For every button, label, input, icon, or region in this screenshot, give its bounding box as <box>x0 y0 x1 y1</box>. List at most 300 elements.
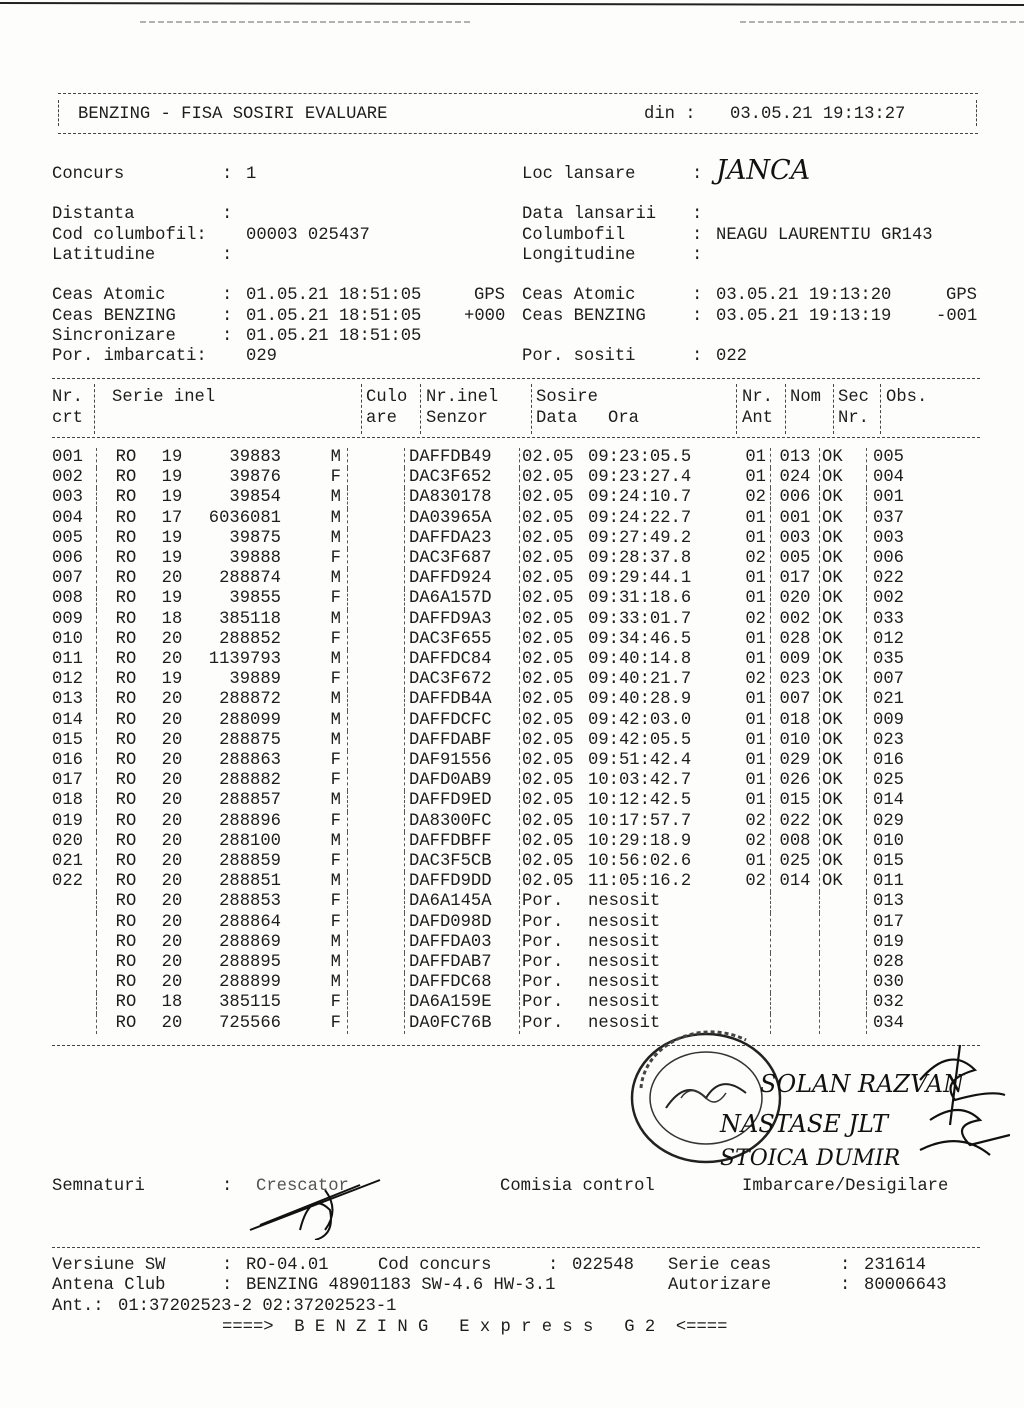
row-nom: 002 <box>771 610 820 630</box>
row-time: 09:40:21.7 <box>588 670 692 690</box>
imbarcati-value: 029 <box>246 347 277 366</box>
row-obs: 023 <box>873 730 904 750</box>
row-obs: 006 <box>873 549 904 569</box>
longitudine-colon: : <box>692 246 703 265</box>
table-row <box>52 832 963 852</box>
row-nom: 024 <box>771 468 820 488</box>
row-nom: 017 <box>771 569 820 589</box>
row-antenna: 01 <box>722 771 771 791</box>
row-sex: M <box>281 731 348 751</box>
ceas-atomic-right-colon: : <box>692 286 703 305</box>
row-chip: DAFD0AB9 <box>405 771 520 791</box>
row-country: RO <box>115 973 137 993</box>
row-date: 02.05 <box>522 690 574 710</box>
latitudine-label: Latitudine <box>52 246 156 265</box>
ant-label: Ant.: <box>52 1297 104 1316</box>
row-year: 20 <box>161 831 183 851</box>
row-year: 19 <box>161 448 183 467</box>
ceas-benzing-right: 03.05.21 19:13:19 <box>716 307 892 326</box>
row-date: 02.05 <box>522 468 574 488</box>
row-obs: 014 <box>873 791 904 811</box>
serie-ceas-value: 231614 <box>864 1256 926 1275</box>
ceas-atomic-right: 03.05.21 19:13:20 <box>716 286 892 305</box>
row-nr <box>52 892 97 912</box>
row-country: RO <box>115 650 137 670</box>
row-time: 11:05:16.2 <box>588 872 692 892</box>
row-country: RO <box>115 468 137 488</box>
report-title: BENZING - FISA SOSIRI EVALUARE <box>78 105 388 124</box>
row-chip: DAF91556 <box>405 751 520 771</box>
concurs-value: 1 <box>246 165 257 184</box>
cod-columbofil-value: 00003 025437 <box>246 226 370 245</box>
row-date: 02.05 <box>522 508 574 528</box>
brand-footer: ====> B E N Z I N G E x p r e s s G 2 <==== <box>222 1318 728 1337</box>
row-nr: 001 <box>52 448 97 468</box>
row-date: 02.05 <box>522 488 574 508</box>
sincronizare-value: 01.05.21 18:51:05 <box>246 327 422 346</box>
row-country: RO <box>115 791 137 811</box>
table-row <box>52 630 963 650</box>
row-ring-number: 288864 <box>219 912 281 932</box>
concurs-label: Concurs <box>52 165 125 184</box>
row-ring-number: 288099 <box>219 710 281 730</box>
antena-colon: : <box>222 1276 233 1295</box>
row-country: RO <box>115 448 137 467</box>
row-color <box>348 852 405 872</box>
versiune-label: Versiune SW <box>52 1256 166 1275</box>
row-time: 09:24:22.7 <box>588 508 692 528</box>
hdr-sep-1 <box>94 384 95 434</box>
din-label: din : <box>644 105 696 124</box>
table-row <box>52 892 963 912</box>
col-serie-inel: Serie inel <box>112 388 216 407</box>
row-nom: 013 <box>771 448 820 468</box>
row-year: 20 <box>161 629 183 649</box>
hdr-sep-2 <box>361 384 362 434</box>
row-antenna: 01 <box>722 630 771 650</box>
row-year: 19 <box>161 549 183 569</box>
data-lansarii-colon: : <box>692 205 703 224</box>
row-time: 10:03:42.7 <box>588 771 692 791</box>
row-sex: F <box>281 630 348 650</box>
row-nr: 009 <box>52 610 97 630</box>
row-color <box>348 630 405 650</box>
row-year: 19 <box>161 468 183 488</box>
row-antenna <box>722 933 771 953</box>
row-nr: 017 <box>52 771 97 791</box>
row-antenna <box>722 953 771 973</box>
row-sex: F <box>281 751 348 771</box>
table-row <box>52 973 963 993</box>
row-year: 20 <box>161 710 183 730</box>
row-nom: 007 <box>771 690 820 710</box>
hdr-sep-4 <box>531 384 532 434</box>
row-nr <box>52 1014 97 1034</box>
row-antenna: 01 <box>722 852 771 872</box>
row-chip: DAC3F5CB <box>405 852 520 872</box>
row-country: RO <box>115 589 137 609</box>
row-ring-number: 385115 <box>219 993 281 1013</box>
antena-label: Antena Club <box>52 1276 166 1295</box>
row-chip: DAFFDA03 <box>405 933 520 953</box>
row-chip: DAC3F652 <box>405 468 520 488</box>
row-ring-number: 39883 <box>229 448 281 467</box>
row-obs: 034 <box>873 1013 904 1033</box>
row-ring-number: 288872 <box>219 690 281 710</box>
row-country: RO <box>115 609 137 629</box>
handwritten-name-1: SOLAN RAZVAN <box>760 1070 965 1098</box>
row-nom <box>771 892 820 912</box>
row-year: 20 <box>161 953 183 973</box>
columbofil-label: Columbofil <box>522 226 626 245</box>
row-sex: M <box>281 529 348 549</box>
table-row <box>52 913 963 933</box>
row-nr <box>52 953 97 973</box>
row-country: RO <box>115 872 137 892</box>
row-nr <box>52 973 97 993</box>
row-year: 20 <box>161 650 183 670</box>
row-nr: 004 <box>52 509 97 529</box>
row-sex: F <box>281 670 348 690</box>
table-row <box>52 812 963 832</box>
row-obs: 001 <box>873 488 904 508</box>
row-color <box>348 509 405 529</box>
col-data: Data <box>536 409 578 428</box>
row-obs: 002 <box>873 589 904 609</box>
row-nr: 019 <box>52 812 97 832</box>
row-sec: OK <box>820 529 867 549</box>
row-sex: F <box>281 549 348 569</box>
row-obs: 028 <box>873 953 904 973</box>
row-year: 19 <box>161 488 183 508</box>
row-date: 02.05 <box>522 791 574 811</box>
table-bottom-rule <box>52 1045 980 1046</box>
row-color <box>348 610 405 630</box>
row-nr: 008 <box>52 589 97 609</box>
row-nr: 018 <box>52 791 97 811</box>
row-sex: F <box>281 993 348 1013</box>
row-sec <box>820 993 867 1013</box>
row-obs: 025 <box>873 771 904 791</box>
row-nom: 008 <box>771 832 820 852</box>
row-antenna: 02 <box>722 872 771 892</box>
row-country: RO <box>115 912 137 932</box>
row-ring-number: 288857 <box>219 791 281 811</box>
row-sex: M <box>281 509 348 529</box>
row-chip: DAFFD9ED <box>405 791 520 811</box>
row-color <box>348 973 405 993</box>
row-time: nesosit <box>588 892 661 912</box>
row-nr: 002 <box>52 468 97 488</box>
row-sex: F <box>281 913 348 933</box>
table-row <box>52 650 963 670</box>
imbarcati-label: Por. imbarcati: <box>52 347 207 366</box>
row-year: 20 <box>161 872 183 892</box>
col-are: are <box>366 409 397 428</box>
row-time: 09:24:10.7 <box>588 488 692 508</box>
header-right-border <box>976 100 977 126</box>
row-year: 19 <box>161 528 183 548</box>
row-date: 02.05 <box>522 650 574 670</box>
row-ring-number: 288896 <box>219 811 281 831</box>
row-obs: 012 <box>873 629 904 649</box>
row-color <box>348 549 405 569</box>
row-time: nesosit <box>588 993 661 1013</box>
table-row <box>52 448 963 468</box>
row-color <box>348 488 405 508</box>
row-color <box>348 933 405 953</box>
col-nr: Nr. <box>52 388 83 407</box>
row-date: Por. <box>522 1013 564 1033</box>
columbofil-colon: : <box>692 226 703 245</box>
row-sex: F <box>281 852 348 872</box>
row-antenna <box>722 973 771 993</box>
row-antenna: 01 <box>722 731 771 751</box>
col-nr-ant: Nr. <box>742 388 773 407</box>
row-nom: 023 <box>771 670 820 690</box>
row-year: 20 <box>161 690 183 710</box>
row-color <box>348 791 405 811</box>
row-sex: M <box>281 791 348 811</box>
row-chip: DAFFDB49 <box>405 448 520 468</box>
hdr-sep-3 <box>420 384 421 434</box>
distanta-colon: : <box>222 205 233 224</box>
row-sec: OK <box>820 630 867 650</box>
row-year: 18 <box>161 993 183 1013</box>
row-sec: OK <box>820 771 867 791</box>
table-row <box>52 509 963 529</box>
hdr-sep-6 <box>785 384 786 434</box>
table-row <box>52 731 963 751</box>
versiune-value: RO-04.01 <box>246 1256 329 1275</box>
header-bottom-rule <box>58 133 978 134</box>
loc-lansare-label: Loc lansare <box>522 165 636 184</box>
row-antenna: 02 <box>722 812 771 832</box>
row-date: 02.05 <box>522 811 574 831</box>
row-nom: 029 <box>771 751 820 771</box>
row-chip: DAC3F687 <box>405 549 520 569</box>
row-sex: M <box>281 933 348 953</box>
row-color <box>348 589 405 609</box>
offset-left: +000 <box>464 307 506 326</box>
row-sex: M <box>281 569 348 589</box>
col-nr-inel: Nr.inel <box>426 388 499 407</box>
table-row <box>52 872 963 892</box>
row-chip: DAFFD924 <box>405 569 520 589</box>
row-nom: 003 <box>771 529 820 549</box>
sositi-value: 022 <box>716 347 747 366</box>
row-ring-number: 288863 <box>219 751 281 771</box>
ant-value: 01:37202523-2 02:37202523-1 <box>118 1297 397 1316</box>
row-sec: OK <box>820 509 867 529</box>
row-year: 18 <box>161 609 183 629</box>
row-chip: DAC3F672 <box>405 670 520 690</box>
row-ring-number: 385118 <box>219 609 281 629</box>
table-row <box>52 933 963 953</box>
cod-concurs-colon: : <box>548 1256 559 1275</box>
row-time: 09:40:14.8 <box>588 650 692 670</box>
row-sec: OK <box>820 670 867 690</box>
row-antenna: 02 <box>722 832 771 852</box>
row-nom: 026 <box>771 771 820 791</box>
ceas-atomic-right-label: Ceas Atomic <box>522 286 636 305</box>
scan-edge-marks <box>0 0 1024 30</box>
row-nom: 001 <box>771 509 820 529</box>
row-obs: 013 <box>873 892 904 912</box>
row-time: 10:17:57.7 <box>588 811 692 831</box>
row-country: RO <box>115 710 137 730</box>
row-nr: 015 <box>52 731 97 751</box>
row-country: RO <box>115 549 137 569</box>
row-nr: 003 <box>52 488 97 508</box>
ceas-benzing-label: Ceas BENZING <box>52 307 176 326</box>
row-color <box>348 832 405 852</box>
row-sec <box>820 973 867 993</box>
row-sec <box>820 933 867 953</box>
row-chip: DAFFD9A3 <box>405 610 520 630</box>
row-nom <box>771 953 820 973</box>
row-sec: OK <box>820 711 867 731</box>
row-obs: 021 <box>873 690 904 710</box>
row-color <box>348 1014 405 1034</box>
row-antenna: 01 <box>722 711 771 731</box>
row-country: RO <box>115 730 137 750</box>
row-nr: 006 <box>52 549 97 569</box>
row-nom: 014 <box>771 872 820 892</box>
row-date: 02.05 <box>522 872 574 892</box>
row-color <box>348 468 405 488</box>
row-antenna: 01 <box>722 589 771 609</box>
row-sex: F <box>281 812 348 832</box>
row-year: 20 <box>161 811 183 831</box>
row-sex: M <box>281 448 348 468</box>
row-time: nesosit <box>588 973 661 993</box>
row-date: 02.05 <box>522 670 574 690</box>
col-nom: Nom <box>790 388 821 407</box>
table-row <box>52 771 963 791</box>
latitudine-colon: : <box>222 246 233 265</box>
row-sec <box>820 953 867 973</box>
row-date: 02.05 <box>522 448 574 467</box>
row-sex: F <box>281 589 348 609</box>
row-nr: 005 <box>52 529 97 549</box>
handwritten-name-3: STOICA DUMIR <box>720 1146 901 1171</box>
row-sec: OK <box>820 448 867 468</box>
row-color <box>348 650 405 670</box>
row-country: RO <box>115 751 137 771</box>
row-country: RO <box>115 528 137 548</box>
row-chip: DA6A159E <box>405 993 520 1013</box>
row-obs: 030 <box>873 973 904 993</box>
row-obs: 022 <box>873 569 904 589</box>
row-year: 20 <box>161 791 183 811</box>
row-date: 02.05 <box>522 730 574 750</box>
row-obs: 005 <box>873 448 904 467</box>
row-nom <box>771 933 820 953</box>
table-header-top-rule <box>52 378 980 379</box>
row-color <box>348 993 405 1013</box>
row-sec: OK <box>820 610 867 630</box>
row-nr: 013 <box>52 690 97 710</box>
row-ring-number: 39876 <box>229 468 281 488</box>
row-obs: 032 <box>873 993 904 1013</box>
table-row <box>52 993 963 1013</box>
ceas-benzing-colon: : <box>222 307 233 326</box>
row-time: 09:31:18.6 <box>588 589 692 609</box>
row-sex: M <box>281 973 348 993</box>
row-chip: DA6A145A <box>405 892 520 912</box>
row-chip: DAFFDABF <box>405 731 520 751</box>
row-date: 02.05 <box>522 589 574 609</box>
row-sec: OK <box>820 751 867 771</box>
row-antenna: 01 <box>722 650 771 670</box>
row-date: Por. <box>522 912 564 932</box>
col-crt: crt <box>52 409 83 428</box>
table-row <box>52 953 963 973</box>
row-year: 20 <box>161 730 183 750</box>
row-sec: OK <box>820 549 867 569</box>
row-ring-number: 288882 <box>219 771 281 791</box>
signature-scribble-right <box>900 1040 1010 1170</box>
table-row <box>52 589 963 609</box>
row-year: 20 <box>161 569 183 589</box>
row-sex: F <box>281 468 348 488</box>
col-ant: Ant <box>742 409 773 428</box>
table-row <box>52 791 963 811</box>
row-year: 20 <box>161 771 183 791</box>
row-sex: F <box>281 1014 348 1034</box>
row-ring-number: 288853 <box>219 892 281 912</box>
row-chip: DAFD098D <box>405 913 520 933</box>
row-obs: 010 <box>873 831 904 851</box>
row-time: nesosit <box>588 932 661 952</box>
sincronizare-colon: : <box>222 327 233 346</box>
row-nom: 010 <box>771 731 820 751</box>
row-chip: DA8300FC <box>405 812 520 832</box>
row-date: 02.05 <box>522 852 574 872</box>
row-ring-number: 288859 <box>219 852 281 872</box>
row-time: 09:23:27.4 <box>588 468 692 488</box>
row-chip: DA830178 <box>405 488 520 508</box>
row-sec: OK <box>820 589 867 609</box>
row-antenna: 01 <box>722 509 771 529</box>
row-sex: M <box>281 650 348 670</box>
hdr-sep-8 <box>880 384 881 434</box>
row-antenna: 01 <box>722 791 771 811</box>
row-time: nesosit <box>588 1013 661 1033</box>
ceas-benzing-right-label: Ceas BENZING <box>522 307 646 326</box>
row-color <box>348 448 405 468</box>
row-year: 20 <box>161 912 183 932</box>
row-sec: OK <box>820 690 867 710</box>
row-ring-number: 288875 <box>219 730 281 750</box>
row-sec: OK <box>820 812 867 832</box>
row-ring-number: 39854 <box>229 488 281 508</box>
row-sec: OK <box>820 569 867 589</box>
row-sec <box>820 892 867 912</box>
serie-ceas-colon: : <box>840 1256 851 1275</box>
col-sec: Sec <box>838 388 869 407</box>
row-date: 02.05 <box>522 528 574 548</box>
row-year: 20 <box>161 852 183 872</box>
row-sex: F <box>281 892 348 912</box>
report-datetime: 03.05.21 19:13:27 <box>730 105 906 124</box>
antena-value: BENZING 48901183 SW-4.6 HW-3.1 <box>246 1276 556 1295</box>
autorizare-label: Autorizare <box>668 1276 772 1295</box>
row-time: 09:34:46.5 <box>588 629 692 649</box>
row-sex: M <box>281 872 348 892</box>
col-sosire: Sosire <box>536 388 598 407</box>
